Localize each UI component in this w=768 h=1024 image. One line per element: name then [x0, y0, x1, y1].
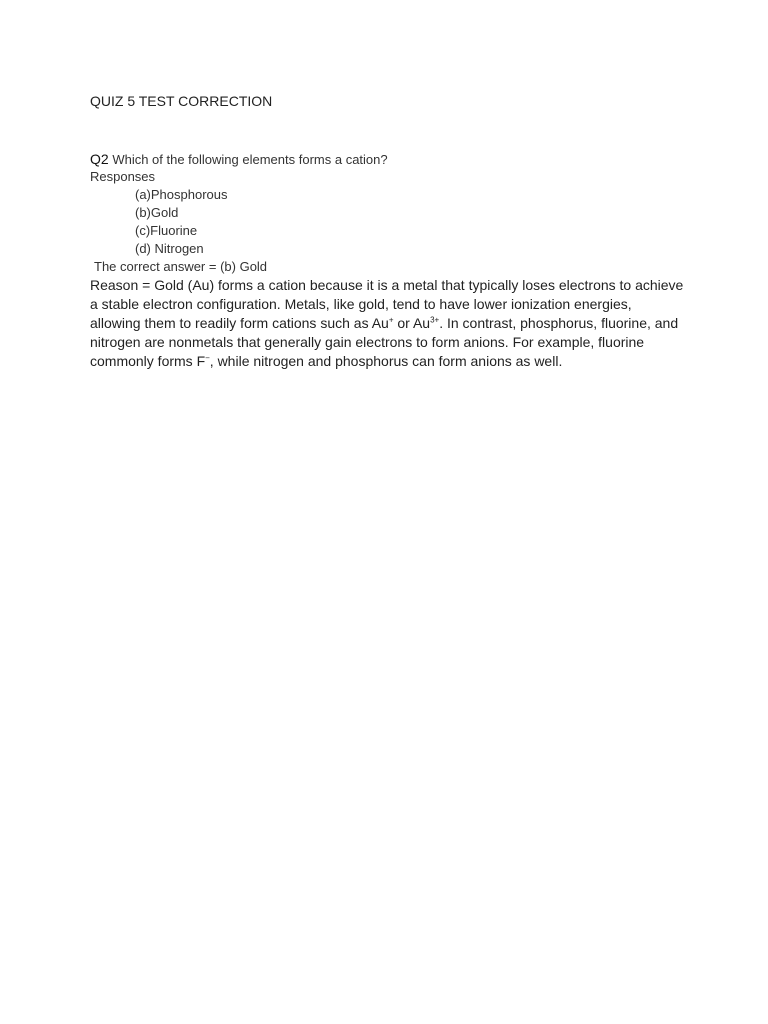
document-title: QUIZ 5 TEST CORRECTION [90, 93, 273, 109]
reason-text: or Au [393, 315, 431, 331]
question-number: Q2 [90, 151, 109, 167]
reason-line [90, 314, 690, 333]
option-c: (c)Fluorine [135, 223, 198, 238]
option-d: (d) Nitrogen [135, 241, 204, 256]
reason-line: nitrogen are nonmetals that generally gain electrons to form anions. For example, fluorine [90, 334, 645, 350]
reason-text: , while nitrogen and phosphorus can form anions as well. [209, 353, 563, 369]
charge-superscript: − [205, 353, 210, 363]
reason-line: a stable electron configuration. Metals, like gold, tend to have lower ionization energies, [90, 296, 632, 312]
option-a: (a)Phosphorous [135, 187, 228, 202]
option-b: (b)Gold [135, 205, 179, 220]
reason-text: commonly forms F [90, 353, 206, 369]
charge-superscript: 3+ [430, 315, 440, 325]
reason-line [90, 352, 690, 371]
charge-superscript: + [388, 315, 394, 325]
question-text: Which of the following elements forms a cation? [112, 152, 388, 167]
reason-paragraph [90, 276, 690, 371]
responses-label: Responses [90, 169, 156, 184]
reason-line: Reason = Gold (Au) forms a cation because it is a metal that typically loses electrons to achieve [90, 277, 684, 293]
correct-answer: The correct answer = (b) Gold [94, 259, 268, 274]
question [90, 150, 388, 169]
reason-text: . In contrast, phosphorus, fluorine, and [439, 315, 679, 331]
reason-text: allowing them to readily form cations such as Au [90, 315, 389, 331]
